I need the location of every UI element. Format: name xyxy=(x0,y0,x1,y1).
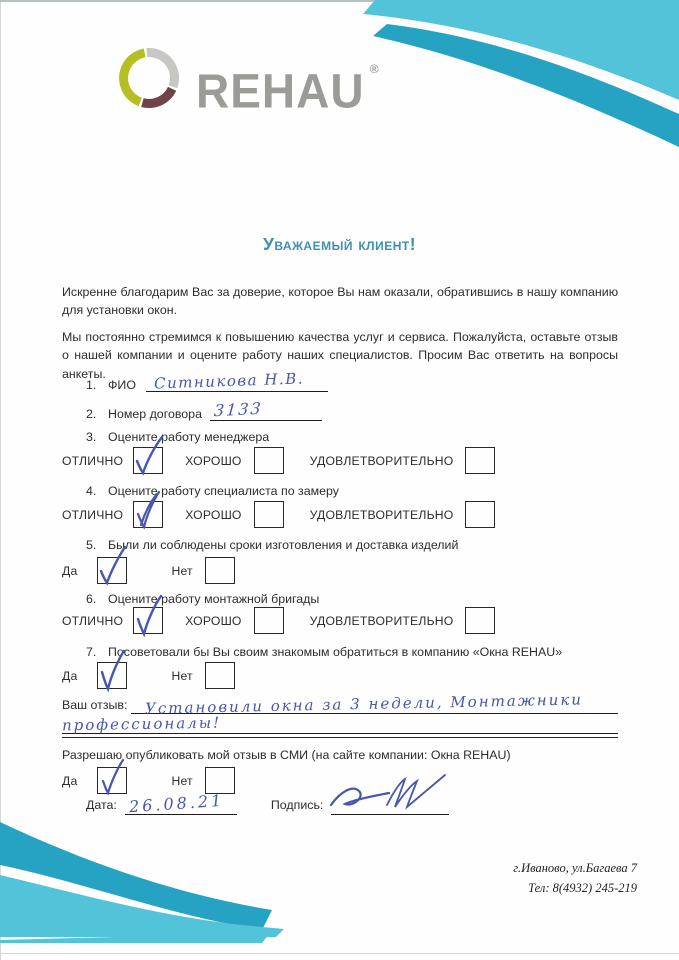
checkbox-q3-excellent[interactable] xyxy=(133,447,163,474)
checkbox-q3-good[interactable] xyxy=(254,447,284,474)
question-number: 4. xyxy=(86,484,97,498)
review-handwritten-line2: профессионалы! xyxy=(61,713,222,735)
option-label-satisfactory: УДОВЛЕТВОРИТЕЛЬНО xyxy=(309,507,454,522)
fio-field[interactable] xyxy=(146,369,328,393)
question-number: 7. xyxy=(86,645,97,659)
signature-scribble xyxy=(327,771,453,817)
option-label-good: ХОРОШО xyxy=(185,507,242,522)
rehau-sphere-icon xyxy=(116,44,182,114)
rehau-logo xyxy=(116,44,379,119)
registered-trademark-symbol: ® xyxy=(369,62,379,76)
signature-field[interactable] xyxy=(331,793,449,815)
contract-number-field[interactable] xyxy=(210,398,322,421)
date-label: Дата: xyxy=(86,798,117,812)
page-title: Уважаемый клиент! xyxy=(262,234,417,254)
yesno-row-q7 xyxy=(62,662,618,689)
check-mark xyxy=(95,648,129,694)
option-label-yes: Да xyxy=(62,668,78,683)
fio-handwritten-value: Ситникова Н.В. xyxy=(153,369,305,393)
check-mark xyxy=(131,593,165,639)
option-label-no: Нет xyxy=(171,668,193,683)
option-label-yes: Да xyxy=(62,773,78,788)
option-label-good: ХОРОШО xyxy=(185,613,242,628)
signature-label: Подпись: xyxy=(270,798,324,812)
rating-row-q4 xyxy=(62,501,618,528)
option-label-no: Нет xyxy=(171,773,193,788)
review-field-line2[interactable] xyxy=(62,712,618,734)
publish-consent-label: Разрешаю опубликовать мой отзыв в СМИ (на сайте компании: Окна REHAU) xyxy=(62,748,511,762)
bottom-left-swoosh-decoration xyxy=(0,818,320,944)
question-label: Номер договора xyxy=(108,407,202,421)
option-label-good: ХОРОШО xyxy=(185,453,242,468)
option-label-yes: Да xyxy=(62,563,78,578)
question-7-recommend xyxy=(62,645,618,659)
question-1-fio xyxy=(62,369,618,393)
review-handwritten-line1: Установили окна за 3 недели, Монтажники xyxy=(145,690,584,718)
option-label-excellent: ОТЛИЧНО xyxy=(62,453,124,468)
check-mark xyxy=(95,543,129,589)
footer-address: г.Иваново, ул.Багаева 7 xyxy=(513,861,637,875)
question-2-contract-number xyxy=(62,398,618,421)
question-number: 2. xyxy=(86,407,97,421)
question-number: 6. xyxy=(86,592,97,606)
yesno-row-q5 xyxy=(62,557,618,584)
contract-number-handwritten-value: 3133 xyxy=(213,398,264,421)
date-signature-row xyxy=(62,790,618,817)
checkbox-q7-no[interactable] xyxy=(205,662,235,689)
top-right-swoosh-decoration xyxy=(359,0,679,170)
question-5-deadlines xyxy=(62,538,618,552)
checkbox-q7-yes[interactable] xyxy=(97,662,127,689)
option-label-excellent: ОТЛИЧНО xyxy=(62,507,124,522)
checkbox-q4-excellent[interactable] xyxy=(133,501,163,528)
review-line-1 xyxy=(62,690,618,718)
option-label-excellent: ОТЛИЧНО xyxy=(62,613,124,628)
checkbox-q4-good[interactable] xyxy=(254,501,284,528)
question-label: Были ли соблюдены сроки изготовления и доставка изделий xyxy=(108,538,459,552)
review-line-2 xyxy=(62,712,618,734)
footer-contact-block xyxy=(513,858,637,898)
question-number: 5. xyxy=(86,538,97,552)
question-label: Оцените работу монтажной бригады xyxy=(108,592,320,606)
checkbox-q6-excellent[interactable] xyxy=(133,607,163,634)
checkbox-q4-satisfactory[interactable] xyxy=(465,501,495,528)
checkbox-publish-yes[interactable] xyxy=(97,767,127,794)
check-mark xyxy=(131,487,165,533)
brand-wordmark: REHAU xyxy=(196,63,365,119)
question-label: Посоветовали бы Вы своим знакомым обратиться в компанию «Окна REHAU» xyxy=(108,645,563,659)
checkbox-q6-good[interactable] xyxy=(254,607,284,634)
question-number: 1. xyxy=(86,378,97,392)
date-handwritten-value: 26.08.21 xyxy=(128,790,225,817)
intro-paragraph-2: Мы постоянно стремимся к повышению качества услуг и сервиса. Пожалуйста, оставьте отзыв о нашей компании и оцените работу наших специалистов. Просим Вас ответить на вопросы анкеты. xyxy=(62,330,618,381)
scan-artifact-left-edge xyxy=(0,0,1,960)
question-number: 3. xyxy=(86,430,97,444)
scan-artifact-bottom-edge xyxy=(0,953,679,954)
date-field[interactable] xyxy=(125,790,237,817)
question-label: Оцените работу менеджера xyxy=(108,430,270,444)
question-label: ФИО xyxy=(108,378,136,392)
checkbox-q5-no[interactable] xyxy=(205,557,235,584)
checkbox-q6-satisfactory[interactable] xyxy=(465,607,495,634)
section-divider xyxy=(62,737,618,738)
review-label: Ваш отзыв: xyxy=(62,698,128,712)
option-label-satisfactory: УДОВЛЕТВОРИТЕЛЬНО xyxy=(309,613,454,628)
intro-paragraph-1: Искренне благодарим Вас за доверие, которое Вы нам оказали, обратившись в нашу компанию для установки окон. xyxy=(62,285,618,318)
rating-row-q3 xyxy=(62,447,618,474)
review-field-line1[interactable] xyxy=(131,690,618,718)
check-mark xyxy=(131,433,165,479)
checkbox-q3-satisfactory[interactable] xyxy=(465,447,495,474)
rating-row-q6 xyxy=(62,607,618,634)
checkbox-q5-yes[interactable] xyxy=(97,557,127,584)
option-label-no: Нет xyxy=(171,563,193,578)
footer-phone: Тел: 8(4932) 245-219 xyxy=(528,881,637,895)
question-label: Оцените работу специалиста по замеру xyxy=(108,484,339,498)
option-label-satisfactory: УДОВЛЕТВОРИТЕЛЬНО xyxy=(309,453,454,468)
